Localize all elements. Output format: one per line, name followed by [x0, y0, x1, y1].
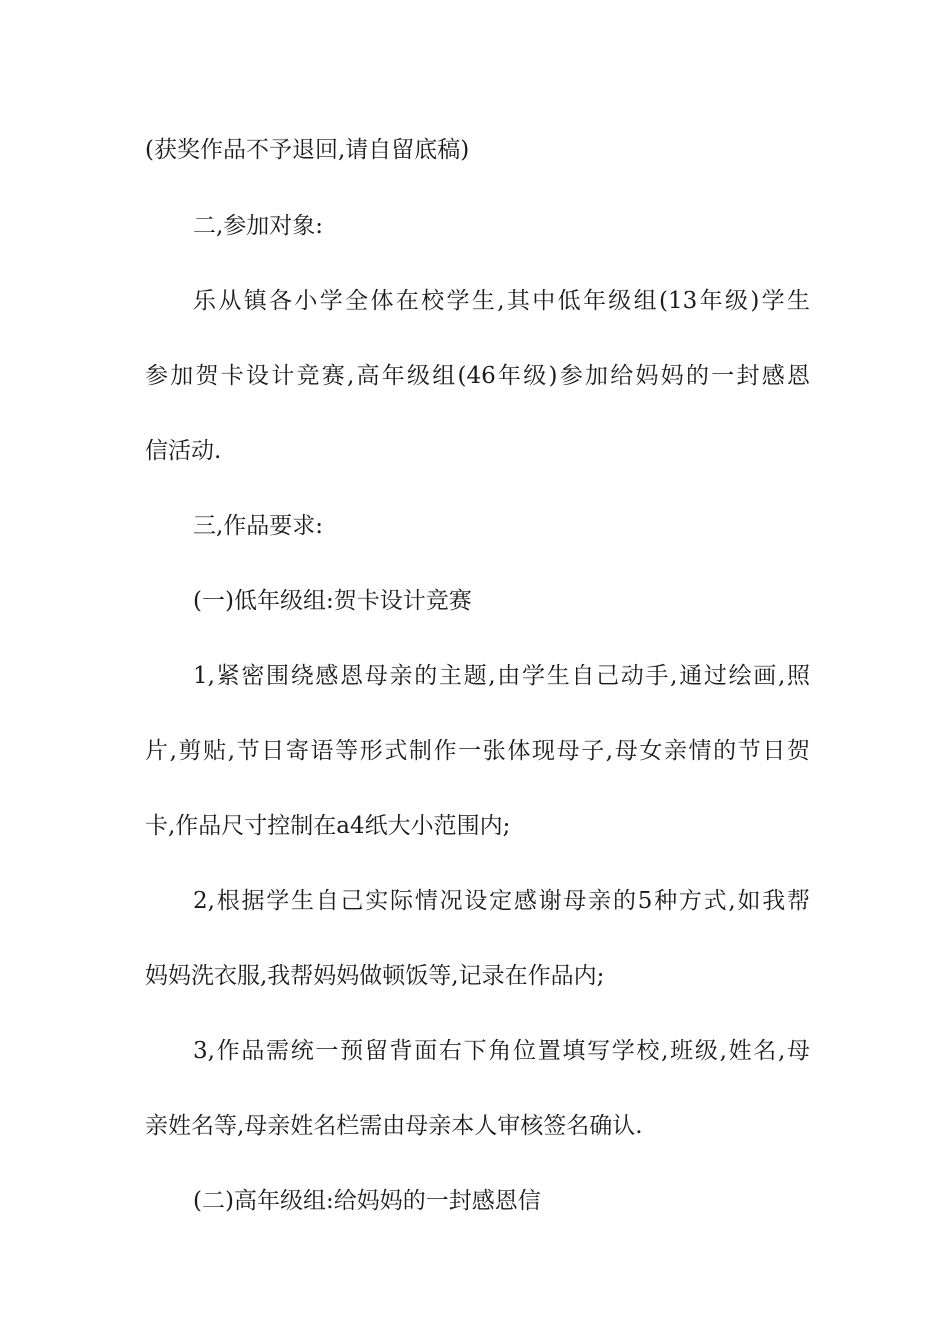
text-line-item2-1: 2,根据学生自己实际情况设定感谢母亲的5种方式,如我帮 — [193, 888, 810, 914]
text-line-participants-2: 参加贺卡设计竞赛,高年级组(46年级)参加给妈妈的一封感恩 — [145, 363, 810, 389]
text-line-item2-2: 妈妈洗衣服,我帮妈妈做顿饭等,记录在作品内; — [145, 963, 605, 989]
subheading-lower-grade: (一)低年级组:贺卡设计竞赛 — [193, 588, 472, 614]
section-heading-participants: 二,参加对象: — [193, 213, 324, 239]
text-line-item3-1: 3,作品需统一预留背面右下角位置填写学校,班级,姓名,母 — [193, 1038, 810, 1064]
text-line-item1-1: 1,紧密围绕感恩母亲的主题,由学生自己动手,通过绘画,照 — [193, 663, 810, 689]
text-line-item1-3: 卡,作品尺寸控制在a4纸大小范围内; — [145, 813, 511, 839]
subheading-upper-grade: (二)高年级组:给妈妈的一封感恩信 — [193, 1188, 541, 1214]
section-heading-requirements: 三,作品要求: — [193, 513, 324, 539]
text-line-participants-3: 信活动. — [145, 438, 222, 464]
text-line-item3-2: 亲姓名等,母亲姓名栏需由母亲本人审核签名确认. — [145, 1113, 643, 1139]
text-line-participants-1: 乐从镇各小学全体在校学生,其中低年级组(13年级)学生 — [193, 288, 810, 314]
text-line-award-note: (获奖作品不予退回,请自留底稿) — [145, 137, 470, 163]
text-line-item1-2: 片,剪贴,节日寄语等形式制作一张体现母子,母女亲情的节日贺 — [145, 738, 810, 764]
